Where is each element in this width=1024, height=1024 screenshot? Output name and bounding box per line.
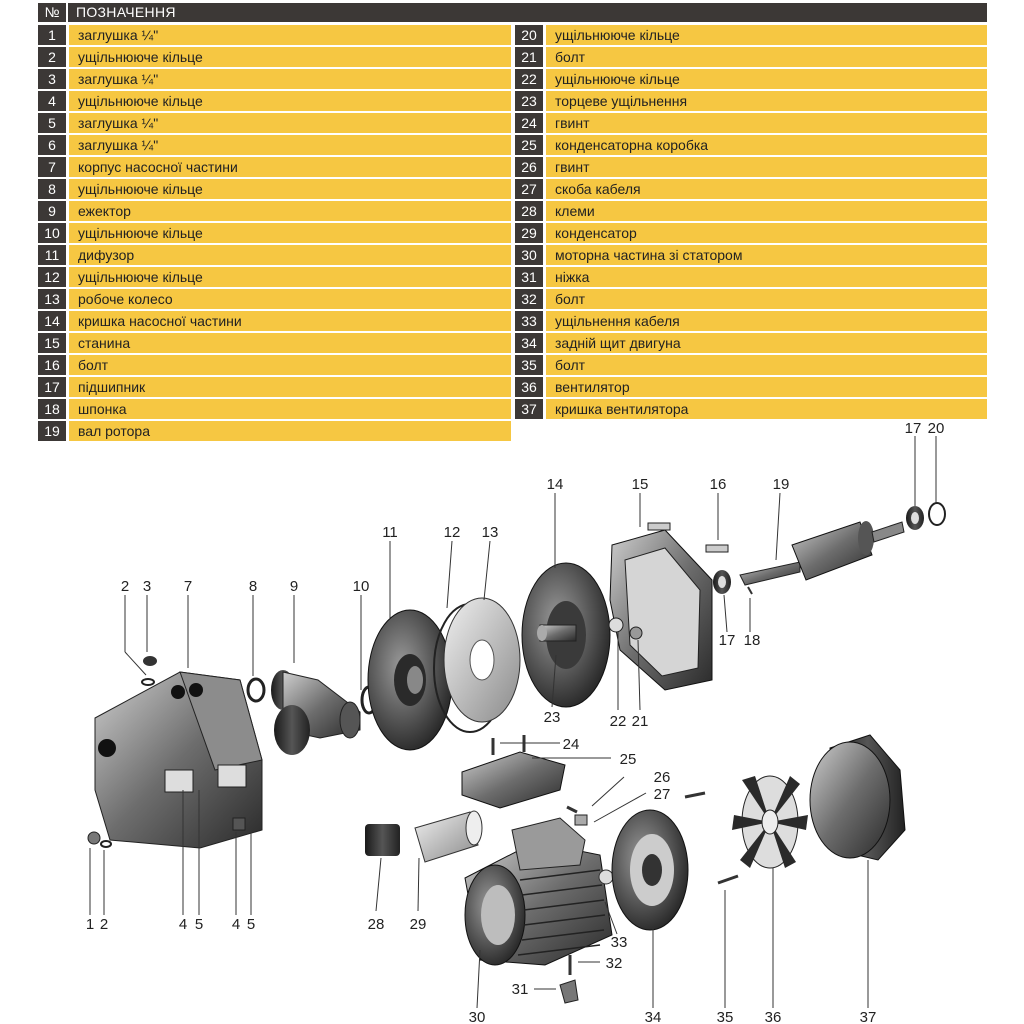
legend-label: клеми (546, 201, 987, 221)
callout-number: 5 (194, 916, 204, 933)
callout-number: 31 (511, 981, 529, 998)
header-number-label: № (38, 3, 68, 22)
legend-number: 4 (38, 91, 66, 111)
legend-row (515, 311, 987, 331)
callout-number: 7 (183, 578, 193, 595)
legend-label: скоба кабеля (546, 179, 987, 199)
callout-number: 24 (562, 736, 580, 753)
legend-label: задній щит двигуна (546, 333, 987, 353)
legend-row (515, 399, 987, 419)
legend-number: 27 (515, 179, 543, 199)
legend-row (38, 179, 511, 199)
callout-number: 17 (904, 420, 922, 437)
legend-label: ущільнююче кільце (69, 47, 511, 67)
legend-row (515, 201, 987, 221)
legend-number: 5 (38, 113, 66, 133)
callout-number: 12 (443, 524, 461, 541)
legend-row (38, 135, 511, 155)
legend-row (515, 135, 987, 155)
legend-label: болт (546, 289, 987, 309)
legend-number: 35 (515, 355, 543, 375)
callout-number: 20 (927, 420, 945, 437)
legend-label: шпонка (69, 399, 511, 419)
callout-number: 21 (631, 713, 649, 730)
legend-number: 3 (38, 69, 66, 89)
callout-number: 1 (85, 916, 95, 933)
legend-label: ущільнення кабеля (546, 311, 987, 331)
fan-cover-part (810, 735, 905, 860)
legend-label: ущільнююче кільце (69, 179, 511, 199)
legend-label: заглушка ¼" (69, 135, 511, 155)
rotor-shaft-part (713, 503, 945, 594)
legend-label: конденсатор (546, 223, 987, 243)
legend-number: 30 (515, 245, 543, 265)
callout-number: 4 (178, 916, 188, 933)
legend-label: робоче колесо (69, 289, 511, 309)
callout-number: 3 (142, 578, 152, 595)
legend-row (38, 25, 511, 45)
legend-label: конденсаторна коробка (546, 135, 987, 155)
legend-number: 28 (515, 201, 543, 221)
diffuser-part (368, 610, 452, 750)
legend-row (515, 69, 987, 89)
callout-number: 17 (718, 632, 736, 649)
legend-label: ущільнююче кільце (546, 25, 987, 45)
legend-row (515, 47, 987, 67)
callout-number: 9 (289, 578, 299, 595)
legend-number: 14 (38, 311, 66, 331)
callout-number: 27 (653, 786, 671, 803)
legend-number: 25 (515, 135, 543, 155)
legend-number: 36 (515, 377, 543, 397)
header-title: ПОЗНАЧЕННЯ (76, 4, 176, 20)
legend-number: 19 (38, 421, 66, 441)
callout-number: 22 (609, 713, 627, 730)
callout-number: 16 (709, 476, 727, 493)
legend-label: вентилятор (546, 377, 987, 397)
legend-number: 7 (38, 157, 66, 177)
legend-label: гвинт (546, 157, 987, 177)
callout-number: 2 (120, 578, 130, 595)
legend-row (38, 223, 511, 243)
legend-row (38, 289, 511, 309)
legend-number: 12 (38, 267, 66, 287)
callout-number: 33 (610, 934, 628, 951)
legend-row (515, 289, 987, 309)
legend-row (515, 91, 987, 111)
legend-label: торцеве ущільнення (546, 91, 987, 111)
legend-row (38, 201, 511, 221)
callout-number: 29 (409, 916, 427, 933)
ejector-part (248, 670, 376, 755)
callout-number: 4 (231, 916, 241, 933)
callout-number: 25 (619, 751, 637, 768)
callout-number: 18 (743, 632, 761, 649)
legend-row (515, 355, 987, 375)
legend-number: 26 (515, 157, 543, 177)
exploded-pump-diagram (0, 420, 1024, 1024)
pump-body-part (88, 656, 262, 848)
capacitor-part (365, 811, 482, 862)
legend-number: 13 (38, 289, 66, 309)
legend-row (38, 399, 511, 419)
legend-label: заглушка ¼" (69, 25, 511, 45)
legend-label: ежектор (69, 201, 511, 221)
callout-number: 5 (246, 916, 256, 933)
legend-number: 8 (38, 179, 66, 199)
callout-number: 10 (352, 578, 370, 595)
legend-number: 32 (515, 289, 543, 309)
callout-number: 14 (546, 476, 564, 493)
legend-label: болт (546, 355, 987, 375)
legend-label: станина (69, 333, 511, 353)
legend-number: 15 (38, 333, 66, 353)
legend-row (515, 377, 987, 397)
motor-stator-part (465, 818, 613, 1003)
legend-number: 1 (38, 25, 66, 45)
callout-number: 11 (382, 524, 398, 541)
legend-row (38, 47, 511, 67)
legend-label: ніжка (546, 267, 987, 287)
legend-header (38, 3, 987, 22)
legend-label: ущільнююче кільце (69, 223, 511, 243)
legend-number: 10 (38, 223, 66, 243)
legend-row (38, 157, 511, 177)
legend-label: болт (546, 47, 987, 67)
legend-number: 23 (515, 91, 543, 111)
legend-label: ущільнююче кільце (546, 69, 987, 89)
legend-label: кришка вентилятора (546, 399, 987, 419)
legend-label: ущільнююче кільце (69, 267, 511, 287)
legend-row (515, 223, 987, 243)
legend-number: 18 (38, 399, 66, 419)
legend-row (38, 113, 511, 133)
callout-number: 28 (367, 916, 385, 933)
legend-row (38, 311, 511, 331)
callout-number: 30 (468, 1009, 486, 1024)
legend-row (38, 333, 511, 353)
legend-number: 29 (515, 223, 543, 243)
legend-number: 17 (38, 377, 66, 397)
callout-number: 35 (716, 1009, 734, 1024)
legend-row (515, 267, 987, 287)
legend-row (515, 179, 987, 199)
legend-label: вал ротора (69, 421, 511, 441)
legend-label: корпус насосної частини (69, 157, 511, 177)
legend-label: моторна частина зі статором (546, 245, 987, 265)
legend-row (515, 333, 987, 353)
callout-number: 26 (653, 769, 671, 786)
legend-row (515, 245, 987, 265)
legend-label: кришка насосної частини (69, 311, 511, 331)
legend-row (38, 69, 511, 89)
back-shield-part (612, 793, 738, 930)
legend-number: 16 (38, 355, 66, 375)
legend-number: 2 (38, 47, 66, 67)
legend-label: підшипник (69, 377, 511, 397)
legend-number: 24 (515, 113, 543, 133)
legend-row (38, 245, 511, 265)
callout-number: 36 (764, 1009, 782, 1024)
pump-cover-part (522, 563, 610, 707)
callout-number: 15 (631, 476, 649, 493)
legend-number: 6 (38, 135, 66, 155)
frame-part (609, 523, 728, 690)
legend-label: гвинт (546, 113, 987, 133)
legend-row (38, 355, 511, 375)
callout-number: 34 (644, 1009, 662, 1024)
legend-number: 22 (515, 69, 543, 89)
legend-label: болт (69, 355, 511, 375)
legend-label: заглушка ¼" (69, 69, 511, 89)
callout-number: 32 (605, 955, 623, 972)
legend-number: 34 (515, 333, 543, 353)
legend-label: дифузор (69, 245, 511, 265)
legend-row (38, 91, 511, 111)
legend-number: 9 (38, 201, 66, 221)
legend-number: 21 (515, 47, 543, 67)
callout-number: 37 (859, 1009, 877, 1024)
legend-row (38, 267, 511, 287)
legend-row (38, 377, 511, 397)
legend-row (515, 113, 987, 133)
legend-number: 20 (515, 25, 543, 45)
callout-number: 2 (99, 916, 109, 933)
legend-label: ущільнююче кільце (69, 91, 511, 111)
legend-label: заглушка ¼" (69, 113, 511, 133)
legend-row (515, 25, 987, 45)
legend-number: 37 (515, 399, 543, 419)
callout-number: 23 (543, 709, 561, 726)
fan-part (732, 776, 808, 868)
callout-number: 13 (481, 524, 499, 541)
legend-row (515, 157, 987, 177)
legend-number: 11 (38, 245, 66, 265)
callout-number: 8 (248, 578, 258, 595)
legend-number: 33 (515, 311, 543, 331)
legend-number: 31 (515, 267, 543, 287)
callout-number: 19 (772, 476, 790, 493)
